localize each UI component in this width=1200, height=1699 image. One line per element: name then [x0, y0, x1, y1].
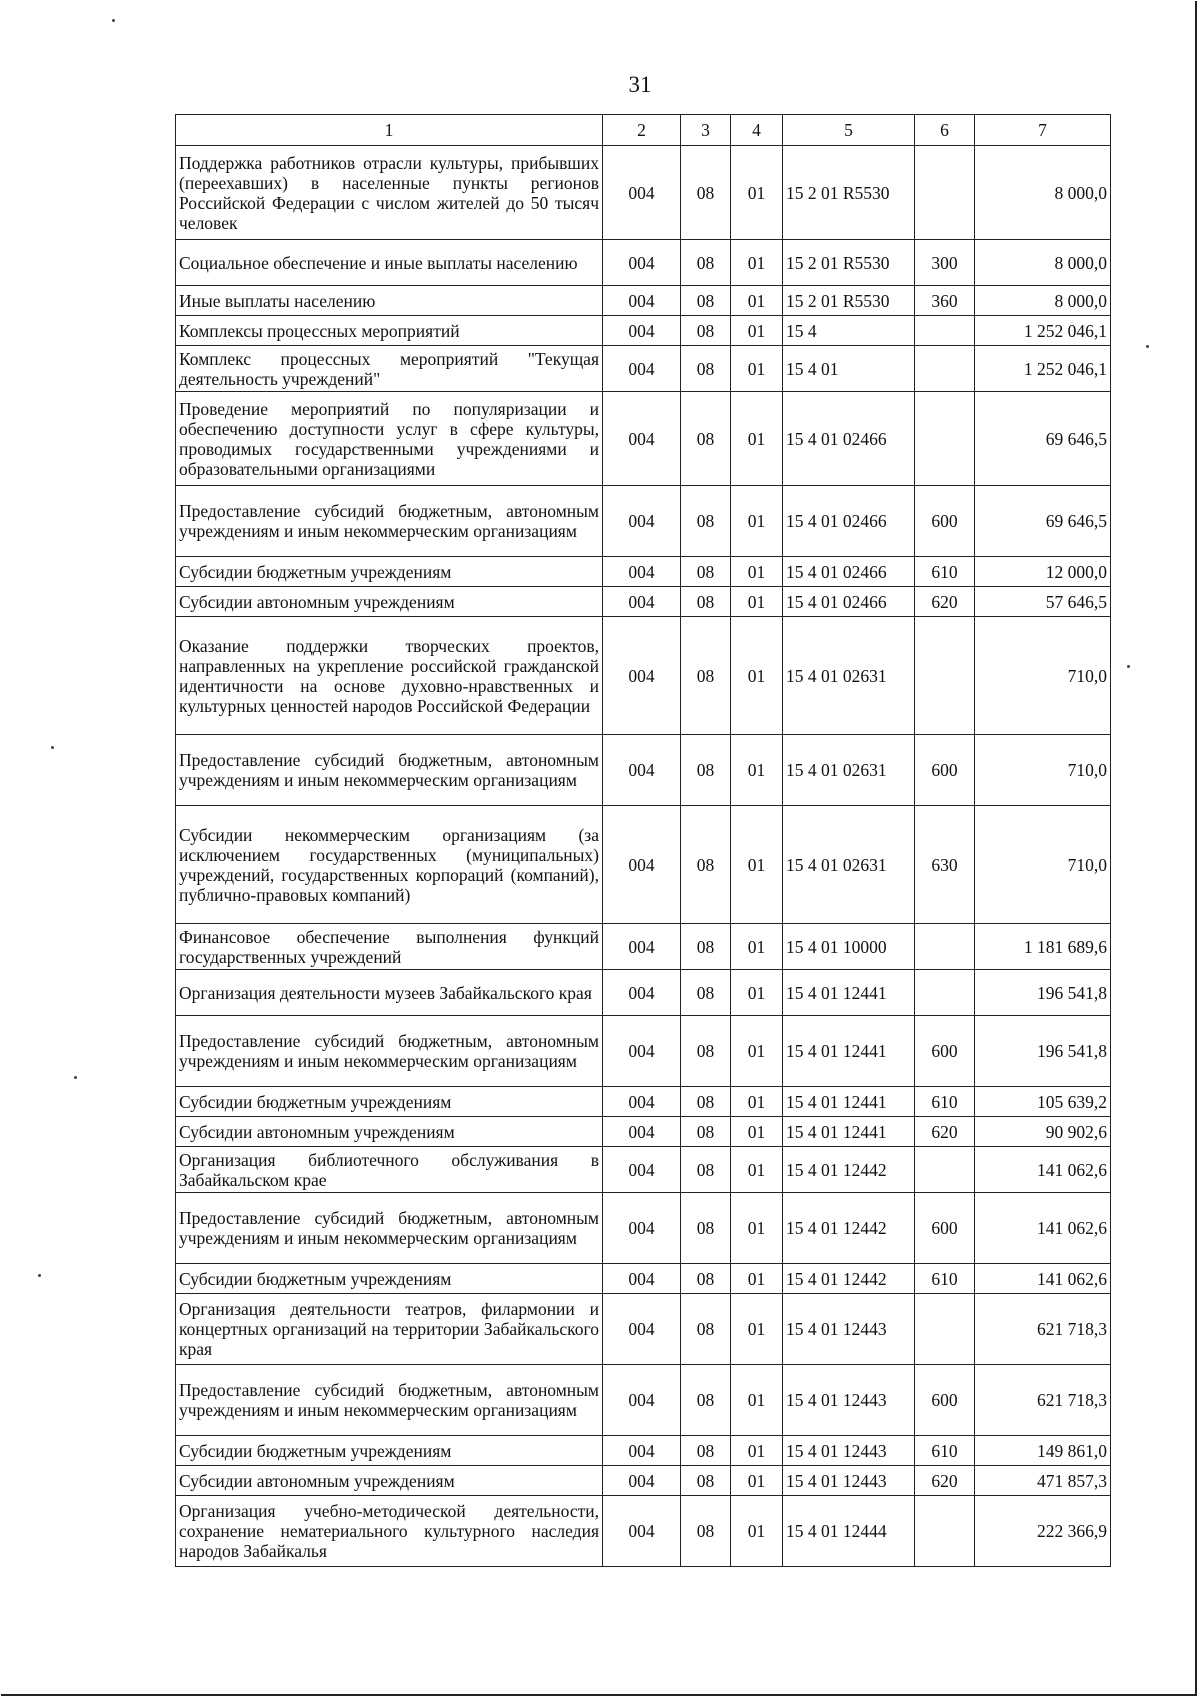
cell-col-2: 004: [603, 1117, 681, 1147]
cell-col-6: 600: [915, 1016, 975, 1087]
cell-col-6: [915, 146, 975, 240]
cell-col-6: 360: [915, 286, 975, 316]
cell-col-6: [915, 970, 975, 1016]
cell-col-3: 08: [681, 1365, 731, 1436]
cell-col-5: 15 4 01 02631: [783, 617, 915, 735]
cell-col-3: 08: [681, 735, 731, 806]
table-row: [176, 924, 1111, 970]
cell-col-4: 01: [731, 316, 783, 346]
cell-col-4: 01: [731, 286, 783, 316]
cell-col-5: 15 4 01 02466: [783, 587, 915, 617]
cell-col-4: 01: [731, 1117, 783, 1147]
cell-col-4: 01: [731, 1087, 783, 1117]
header-col-2: 2: [603, 115, 681, 146]
cell-col-2: 004: [603, 557, 681, 587]
cell-col-3: 08: [681, 970, 731, 1016]
cell-col-2: 004: [603, 806, 681, 924]
cell-name: Социальное обеспечение и иные выплаты населению: [176, 240, 603, 286]
cell-col-2: 004: [603, 1087, 681, 1117]
cell-col-2: 004: [603, 240, 681, 286]
cell-col-2: 004: [603, 392, 681, 486]
cell-col-6: 620: [915, 587, 975, 617]
cell-col-6: [915, 924, 975, 970]
cell-col-5: 15 4 01 12441: [783, 1087, 915, 1117]
cell-col-3: 08: [681, 587, 731, 617]
table-row: [176, 146, 1111, 240]
cell-col-5: 15 4 01 02631: [783, 806, 915, 924]
cell-col-4: 01: [731, 392, 783, 486]
cell-col-2: 004: [603, 617, 681, 735]
cell-col-5: 15 4 01 02466: [783, 392, 915, 486]
cell-name: Предоставление субсидий бюджетным, автономным учреждениям и иным некоммерческим организациям: [176, 1016, 603, 1087]
cell-col-3: 08: [681, 392, 731, 486]
cell-col-4: 01: [731, 240, 783, 286]
cell-col-6: [915, 392, 975, 486]
cell-name: Финансовое обеспечение выполнения функций государственных учреждений: [176, 924, 603, 970]
cell-col-7: 196 541,8: [975, 1016, 1111, 1087]
cell-col-4: 01: [731, 1147, 783, 1193]
cell-col-2: 004: [603, 146, 681, 240]
cell-col-7: 141 062,6: [975, 1264, 1111, 1294]
cell-col-3: 08: [681, 1466, 731, 1496]
cell-col-2: 004: [603, 1436, 681, 1466]
cell-col-4: 01: [731, 1365, 783, 1436]
cell-name: Субсидии автономным учреждениям: [176, 587, 603, 617]
scan-speck: [1146, 345, 1149, 348]
table-row: [176, 1264, 1111, 1294]
cell-col-4: 01: [731, 486, 783, 557]
cell-col-6: [915, 617, 975, 735]
cell-col-5: 15 4 01 12441: [783, 1016, 915, 1087]
cell-col-6: [915, 1496, 975, 1567]
cell-col-2: 004: [603, 970, 681, 1016]
cell-col-5: 15 2 01 R5530: [783, 240, 915, 286]
cell-col-7: 141 062,6: [975, 1193, 1111, 1264]
cell-col-5: 15 4 01 02631: [783, 735, 915, 806]
cell-name: Субсидии автономным учреждениям: [176, 1117, 603, 1147]
cell-name: Проведение мероприятий по популяризации и обеспечению доступности услуг в сфере культуры, проводимых государственными учреждениями и образовательными организациями: [176, 392, 603, 486]
cell-col-3: 08: [681, 1087, 731, 1117]
cell-name: Субсидии автономным учреждениям: [176, 1466, 603, 1496]
cell-col-7: 710,0: [975, 735, 1111, 806]
cell-name: Комплекс процессных мероприятий "Текущая деятельность учреждений": [176, 346, 603, 392]
cell-col-2: 004: [603, 1016, 681, 1087]
cell-col-2: 004: [603, 316, 681, 346]
table-row: [176, 1117, 1111, 1147]
cell-col-3: 08: [681, 486, 731, 557]
cell-name: Субсидии бюджетным учреждениям: [176, 1436, 603, 1466]
cell-col-4: 01: [731, 735, 783, 806]
scan-speck: [51, 746, 54, 749]
cell-name: Поддержка работников отрасли культуры, прибывших (переехавших) в населенные пункты регионов Российской Федерации с числом жителей до 50 тысяч человек: [176, 146, 603, 240]
cell-col-6: 610: [915, 1264, 975, 1294]
table-row: [176, 587, 1111, 617]
cell-col-7: 196 541,8: [975, 970, 1111, 1016]
cell-name: Организация деятельности театров, филармонии и концертных организаций на территории Забайкальского края: [176, 1294, 603, 1365]
cell-name: Иные выплаты населению: [176, 286, 603, 316]
cell-col-4: 01: [731, 970, 783, 1016]
cell-col-7: 1 252 046,1: [975, 316, 1111, 346]
cell-col-4: 01: [731, 617, 783, 735]
cell-col-7: 222 366,9: [975, 1496, 1111, 1567]
cell-name: Субсидии бюджетным учреждениям: [176, 1264, 603, 1294]
scan-speck: [74, 1076, 77, 1079]
table-row: [176, 617, 1111, 735]
table-row: [176, 1496, 1111, 1567]
scan-speck: [112, 19, 115, 22]
cell-name: Субсидии некоммерческим организациям (за исключением государственных (муниципальных) учреждений, государственных корпораций (компаний), публично-правовых компаний): [176, 806, 603, 924]
cell-col-7: 471 857,3: [975, 1466, 1111, 1496]
cell-col-6: 610: [915, 1436, 975, 1466]
cell-name: Субсидии бюджетным учреждениям: [176, 557, 603, 587]
cell-col-3: 08: [681, 1193, 731, 1264]
cell-col-6: [915, 1294, 975, 1365]
cell-col-7: 90 902,6: [975, 1117, 1111, 1147]
cell-col-5: 15 4 01 12441: [783, 1117, 915, 1147]
header-col-3: 3: [681, 115, 731, 146]
cell-name: Предоставление субсидий бюджетным, автономным учреждениям и иным некоммерческим организациям: [176, 1365, 603, 1436]
cell-col-6: [915, 346, 975, 392]
cell-col-6: 600: [915, 486, 975, 557]
table-row: [176, 286, 1111, 316]
cell-col-6: 620: [915, 1466, 975, 1496]
table-row: [176, 346, 1111, 392]
cell-col-4: 01: [731, 924, 783, 970]
page-number: 31: [628, 72, 652, 97]
cell-col-7: 149 861,0: [975, 1436, 1111, 1466]
cell-col-6: [915, 1147, 975, 1193]
cell-col-4: 01: [731, 1294, 783, 1365]
cell-col-3: 08: [681, 1496, 731, 1567]
cell-col-3: 08: [681, 1117, 731, 1147]
cell-col-7: 69 646,5: [975, 486, 1111, 557]
cell-col-5: 15 2 01 R5530: [783, 146, 915, 240]
header-col-4: 4: [731, 115, 783, 146]
cell-name: Предоставление субсидий бюджетным, автономным учреждениям и иным некоммерческим организациям: [176, 735, 603, 806]
cell-col-3: 08: [681, 924, 731, 970]
cell-col-7: 141 062,6: [975, 1147, 1111, 1193]
cell-col-3: 08: [681, 1147, 731, 1193]
table-row: [176, 316, 1111, 346]
cell-col-6: 600: [915, 1193, 975, 1264]
cell-col-3: 08: [681, 1016, 731, 1087]
cell-col-7: 12 000,0: [975, 557, 1111, 587]
cell-col-3: 08: [681, 316, 731, 346]
cell-col-5: 15 4 01 12443: [783, 1365, 915, 1436]
cell-col-5: 15 2 01 R5530: [783, 286, 915, 316]
cell-col-5: 15 4 01 12442: [783, 1193, 915, 1264]
cell-col-5: 15 4 01: [783, 346, 915, 392]
header-col-5: 5: [783, 115, 915, 146]
cell-col-5: 15 4 01 12441: [783, 970, 915, 1016]
cell-col-3: 08: [681, 1294, 731, 1365]
cell-name: Оказание поддержки творческих проектов, направленных на укрепление российской гражданской идентичности на основе духовно-нравственных и культурных ценностей народов Российской Федерации: [176, 617, 603, 735]
cell-col-2: 004: [603, 486, 681, 557]
cell-col-4: 01: [731, 587, 783, 617]
table-row: [176, 970, 1111, 1016]
cell-col-2: 004: [603, 1147, 681, 1193]
cell-col-7: 710,0: [975, 806, 1111, 924]
cell-col-6: 600: [915, 1365, 975, 1436]
cell-col-4: 01: [731, 1016, 783, 1087]
table-row: [176, 240, 1111, 286]
table-row: [176, 1466, 1111, 1496]
cell-col-3: 08: [681, 286, 731, 316]
cell-col-5: 15 4 01 12443: [783, 1436, 915, 1466]
cell-col-3: 08: [681, 146, 731, 240]
cell-col-7: 8 000,0: [975, 146, 1111, 240]
cell-name: Предоставление субсидий бюджетным, автономным учреждениям и иным некоммерческим организациям: [176, 1193, 603, 1264]
cell-col-7: 1 181 689,6: [975, 924, 1111, 970]
cell-col-6: 620: [915, 1117, 975, 1147]
table-row: [176, 735, 1111, 806]
cell-col-6: 630: [915, 806, 975, 924]
cell-col-3: 08: [681, 806, 731, 924]
cell-col-7: 57 646,5: [975, 587, 1111, 617]
cell-col-6: 610: [915, 1087, 975, 1117]
cell-col-3: 08: [681, 1436, 731, 1466]
table-row: [176, 392, 1111, 486]
cell-col-4: 01: [731, 1496, 783, 1567]
cell-col-7: 8 000,0: [975, 240, 1111, 286]
table-row: [176, 1016, 1111, 1087]
cell-col-2: 004: [603, 587, 681, 617]
cell-name: Организация учебно-методической деятельности, сохранение нематериального культурного наследия народов Забайкалья: [176, 1496, 603, 1567]
cell-col-5: 15 4 01 12444: [783, 1496, 915, 1567]
cell-col-5: 15 4: [783, 316, 915, 346]
cell-col-2: 004: [603, 1496, 681, 1567]
header-col-6: 6: [915, 115, 975, 146]
cell-col-4: 01: [731, 557, 783, 587]
cell-col-2: 004: [603, 735, 681, 806]
cell-col-2: 004: [603, 286, 681, 316]
cell-col-4: 01: [731, 146, 783, 240]
cell-col-5: 15 4 01 12443: [783, 1294, 915, 1365]
cell-col-3: 08: [681, 1264, 731, 1294]
cell-col-6: 600: [915, 735, 975, 806]
budget-table: [175, 114, 1111, 1567]
cell-col-2: 004: [603, 1466, 681, 1496]
cell-col-7: 69 646,5: [975, 392, 1111, 486]
scan-speck: [38, 1274, 41, 1277]
table-row: [176, 1365, 1111, 1436]
cell-col-2: 004: [603, 1264, 681, 1294]
cell-name: Организация деятельности музеев Забайкальского края: [176, 970, 603, 1016]
cell-col-2: 004: [603, 924, 681, 970]
table-row: [176, 1436, 1111, 1466]
cell-col-7: 621 718,3: [975, 1294, 1111, 1365]
cell-col-2: 004: [603, 346, 681, 392]
cell-col-7: 105 639,2: [975, 1087, 1111, 1117]
cell-col-6: 610: [915, 557, 975, 587]
cell-col-2: 004: [603, 1294, 681, 1365]
table-row: [176, 1087, 1111, 1117]
cell-col-6: [915, 316, 975, 346]
cell-col-5: 15 4 01 12442: [783, 1147, 915, 1193]
header-col-1: 1: [176, 115, 603, 146]
table-row: [176, 1147, 1111, 1193]
cell-col-3: 08: [681, 617, 731, 735]
cell-col-5: 15 4 01 10000: [783, 924, 915, 970]
cell-col-3: 08: [681, 240, 731, 286]
cell-col-4: 01: [731, 346, 783, 392]
table-row: [176, 1193, 1111, 1264]
cell-col-5: 15 4 01 12442: [783, 1264, 915, 1294]
scan-speck: [1127, 665, 1130, 668]
table-row: [176, 1294, 1111, 1365]
cell-name: Субсидии бюджетным учреждениям: [176, 1087, 603, 1117]
cell-col-5: 15 4 01 02466: [783, 557, 915, 587]
header-col-7: 7: [975, 115, 1111, 146]
cell-col-5: 15 4 01 12443: [783, 1466, 915, 1496]
cell-name: Организация библиотечного обслуживания в Забайкальском крае: [176, 1147, 603, 1193]
cell-col-7: 1 252 046,1: [975, 346, 1111, 392]
table-body: [176, 146, 1111, 1567]
cell-col-5: 15 4 01 02466: [783, 486, 915, 557]
table-row: [176, 557, 1111, 587]
table-row: [176, 806, 1111, 924]
cell-name: Предоставление субсидий бюджетным, автономным учреждениям и иным некоммерческим организациям: [176, 486, 603, 557]
cell-col-4: 01: [731, 1193, 783, 1264]
cell-col-2: 004: [603, 1365, 681, 1436]
cell-col-7: 621 718,3: [975, 1365, 1111, 1436]
cell-col-4: 01: [731, 1436, 783, 1466]
table-header-row: [176, 115, 1111, 146]
cell-col-4: 01: [731, 1466, 783, 1496]
cell-col-2: 004: [603, 1193, 681, 1264]
cell-col-3: 08: [681, 557, 731, 587]
cell-col-7: 8 000,0: [975, 286, 1111, 316]
cell-col-7: 710,0: [975, 617, 1111, 735]
cell-name: Комплексы процессных мероприятий: [176, 316, 603, 346]
table-row: [176, 486, 1111, 557]
cell-col-4: 01: [731, 806, 783, 924]
cell-col-3: 08: [681, 346, 731, 392]
cell-col-6: 300: [915, 240, 975, 286]
cell-col-4: 01: [731, 1264, 783, 1294]
